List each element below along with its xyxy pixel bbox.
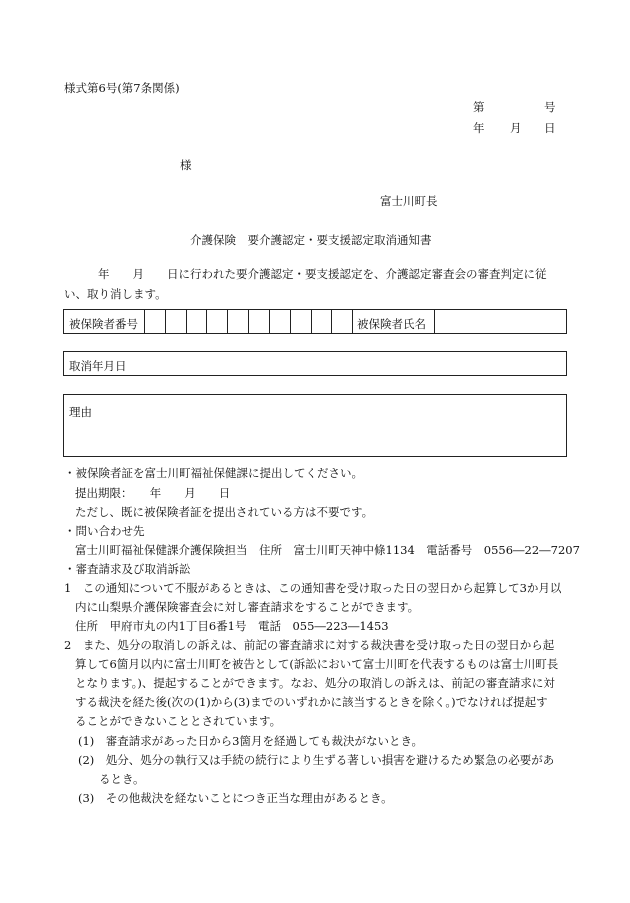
paragraph-2-line-1: 2 また、処分の取消しの訴えは、前記の審査請求に対する裁決書を受け取った日の翌日から起 bbox=[64, 638, 555, 652]
sub-item-2-line-2: るとき。 bbox=[99, 772, 145, 786]
date-year: 年 bbox=[473, 121, 485, 135]
doc-number-dai: 第 bbox=[473, 100, 485, 114]
paragraph-2-line-5: ることができないこととされています。 bbox=[75, 714, 282, 728]
paragraph-1-address: 住所 甲府市丸の内1丁目6番1号 電話 055―223―1453 bbox=[75, 619, 389, 633]
sub-item-2-line-1: (2) 処分、処分の執行又は手続の続行により生ずる著しい損害を避けるため緊急の必要があ bbox=[78, 753, 555, 767]
note-contact-heading: ・問い合わせ先 bbox=[64, 524, 145, 538]
paragraph-2-line-4: する裁決を経た後(次の(1)から(3)までのいずれかに該当するときを除く。)でなければ提起す bbox=[75, 695, 548, 709]
note-submit: ・被保険者証を富士川町福祉保健課に提出してください。 bbox=[64, 466, 363, 480]
insured-name-label: 被保険者氏名 bbox=[357, 317, 426, 331]
digit-cell bbox=[186, 310, 187, 333]
digit-cell bbox=[311, 310, 312, 333]
document-title: 介護保険 要介護認定・要支援認定取消通知書 bbox=[190, 233, 432, 247]
sub-item-3: (3) その他裁決を経ないことにつき正当な理由があるとき。 bbox=[78, 791, 393, 805]
insured-number-row bbox=[63, 309, 567, 334]
paragraph-1-line-1: 1 この通知について不服があるときは、この通知書を受け取った日の翌日から起算して3か月以 bbox=[64, 581, 562, 595]
note-contact: 富士川町福祉保健課介護保険担当 住所 富士川町天神中條1134 電話番号 0556―22―7207 bbox=[75, 543, 580, 557]
paragraph-1-line-2: 内に山梨県介護保険審査会に対し審査請求をすることができます。 bbox=[75, 600, 420, 614]
insured-number-label: 被保険者番号 bbox=[69, 317, 138, 331]
paragraph-2-line-2: 算して6箇月以内に富士川町を被告として(訴訟において富士川町を代表するものは富士川町長 bbox=[75, 657, 559, 671]
doc-number-go: 号 bbox=[544, 100, 556, 114]
paragraph-2-line-3: となります。)、提起することができます。なお、処分の取消しの訴えは、前記の審査請求に対 bbox=[75, 676, 555, 690]
digit-cell bbox=[248, 310, 249, 333]
note-appeal-heading: ・審査請求及び取消訴訟 bbox=[64, 562, 191, 576]
sub-item-1: (1) 審査請求があった日から3箇月を経過しても裁決がないとき。 bbox=[78, 734, 424, 748]
cancel-date-row bbox=[63, 351, 567, 376]
name-divider bbox=[434, 310, 435, 333]
sender: 富士川町長 bbox=[380, 194, 438, 208]
digit-cell bbox=[227, 310, 228, 333]
cancel-date-label: 取消年月日 bbox=[69, 359, 127, 373]
note-exception: ただし、既に被保険者証を提出されている方は不要です。 bbox=[75, 505, 374, 519]
digit-cell bbox=[331, 310, 332, 333]
date-day: 日 bbox=[544, 121, 556, 135]
digit-cell bbox=[352, 310, 353, 333]
digit-cell bbox=[290, 310, 291, 333]
reason-box bbox=[63, 394, 567, 457]
date-month: 月 bbox=[510, 121, 522, 135]
body-line-1: 年 月 日に行われた要介護認定・要支援認定を、介護認定審査会の審査判定に従 bbox=[98, 267, 547, 281]
form-number: 様式第6号(第7条関係) bbox=[64, 81, 180, 95]
digit-cell bbox=[269, 310, 270, 333]
digit-cell bbox=[206, 310, 207, 333]
digit-cell bbox=[144, 310, 145, 333]
digit-cell bbox=[165, 310, 166, 333]
note-deadline: 提出期限： 年 月 日 bbox=[75, 486, 231, 500]
addressee-suffix: 様 bbox=[180, 158, 192, 172]
body-line-2: い、取り消します。 bbox=[64, 287, 167, 301]
reason-label: 理由 bbox=[69, 405, 92, 419]
